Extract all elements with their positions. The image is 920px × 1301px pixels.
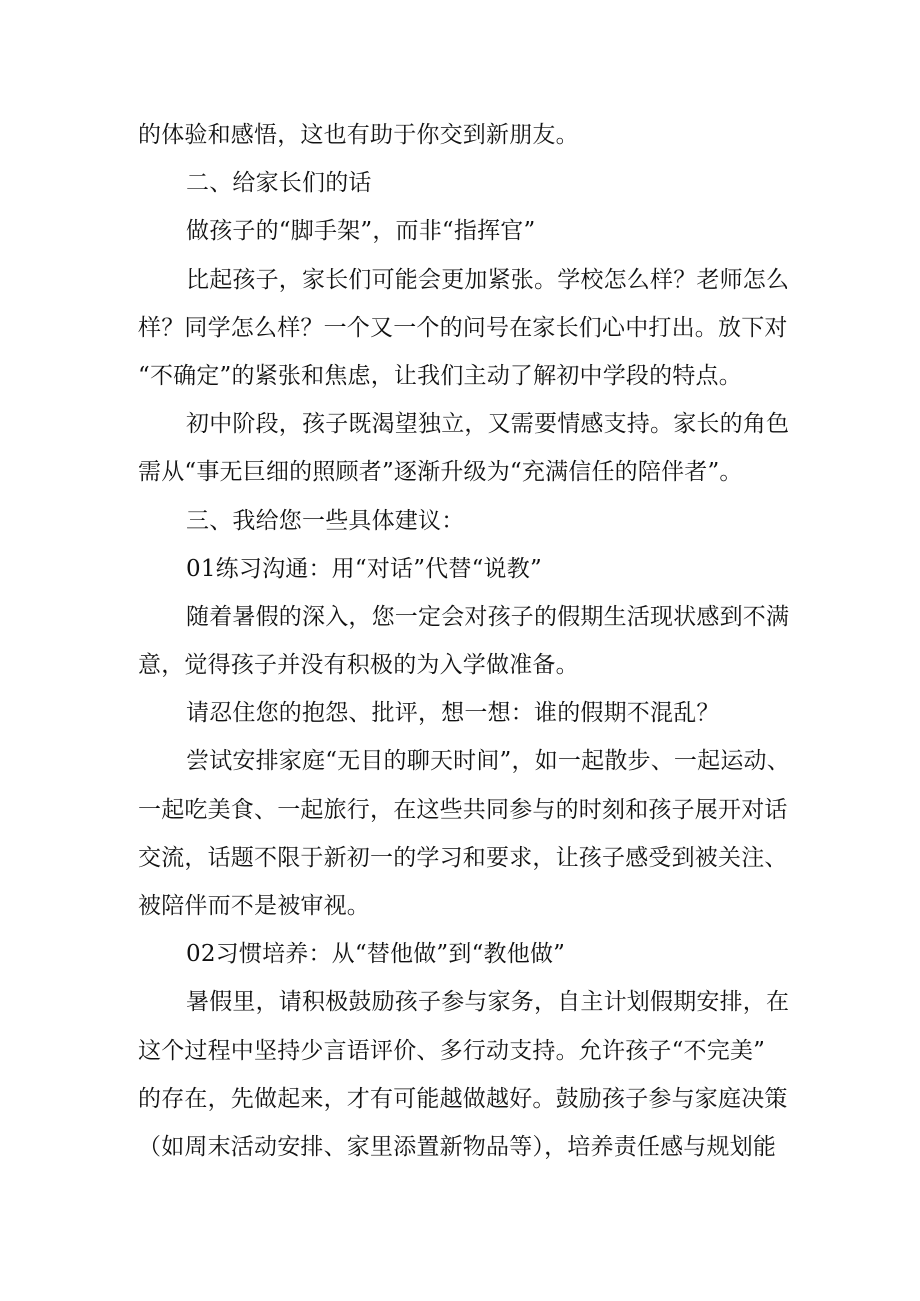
text-line: 尝试安排家庭“无目的聊天时间”，如一起散步、一起运动、 (186, 748, 790, 775)
text-line: 初中阶段，孩子既渴望独立，又需要情感支持。家长的角色 (186, 411, 790, 438)
text-line: 意，觉得孩子并没有积极的为入学做准备。 (138, 652, 579, 679)
text-line: 一起吃美食、一起旅行，在这些共同参与的时刻和孩子展开对话 (138, 796, 788, 823)
text-line: 请忍住您的抱怨、批评，想一想：谁的假期不混乱？ (186, 700, 720, 727)
text-line: 交流，话题不限于新初一的学习和要求，让孩子感受到被关注、 (138, 844, 788, 871)
document-body (138, 111, 798, 1171)
text-line: 暑假里，请积极鼓励孩子参与家务，自主计划假期安排，在 (186, 989, 790, 1016)
text-line: 的存在，先做起来，才有可能越做越好。鼓励孩子参与家庭决策 (138, 1085, 788, 1112)
text-line: 比起孩子，家长们可能会更加紧张。学校怎么样？老师怎么 (186, 266, 790, 293)
text-line: 二、给家长们的话 (186, 170, 372, 197)
text-line: （如周末活动安排、家里添置新物品等），培养责任感与规划能 (138, 1133, 777, 1160)
text-line: 02习惯培养：从“替他做”到“教他做” (186, 941, 566, 968)
text-line: 做孩子的“脚手架”，而非“指挥官” (186, 218, 536, 245)
text-line: “不确定”的紧张和焦虑，让我们主动了解初中学段的特点。 (138, 362, 742, 389)
text-line: 随着暑假的深入，您一定会对孩子的假期生活现状感到不满 (186, 603, 790, 630)
text-line: 的体验和感悟，这也有助于你交到新朋友。 (138, 122, 579, 148)
text-line: 这个过程中坚持少言语评价、多行动支持。允许孩子“不完美” (138, 1037, 766, 1064)
text-line: 三、我给您一些具体建议： (186, 507, 465, 534)
text-line: 01练习沟通：用“对话”代替“说教” (186, 555, 542, 582)
text-line: 被陪伴而不是被审视。 (138, 893, 370, 919)
text-line: 需从“事无巨细的照顾者”逐渐升级为“充满信任的陪伴者”。 (138, 459, 743, 486)
text-line: 样？同学怎么样？一个又一个的问号在家长们心中打出。放下对 (138, 314, 788, 341)
